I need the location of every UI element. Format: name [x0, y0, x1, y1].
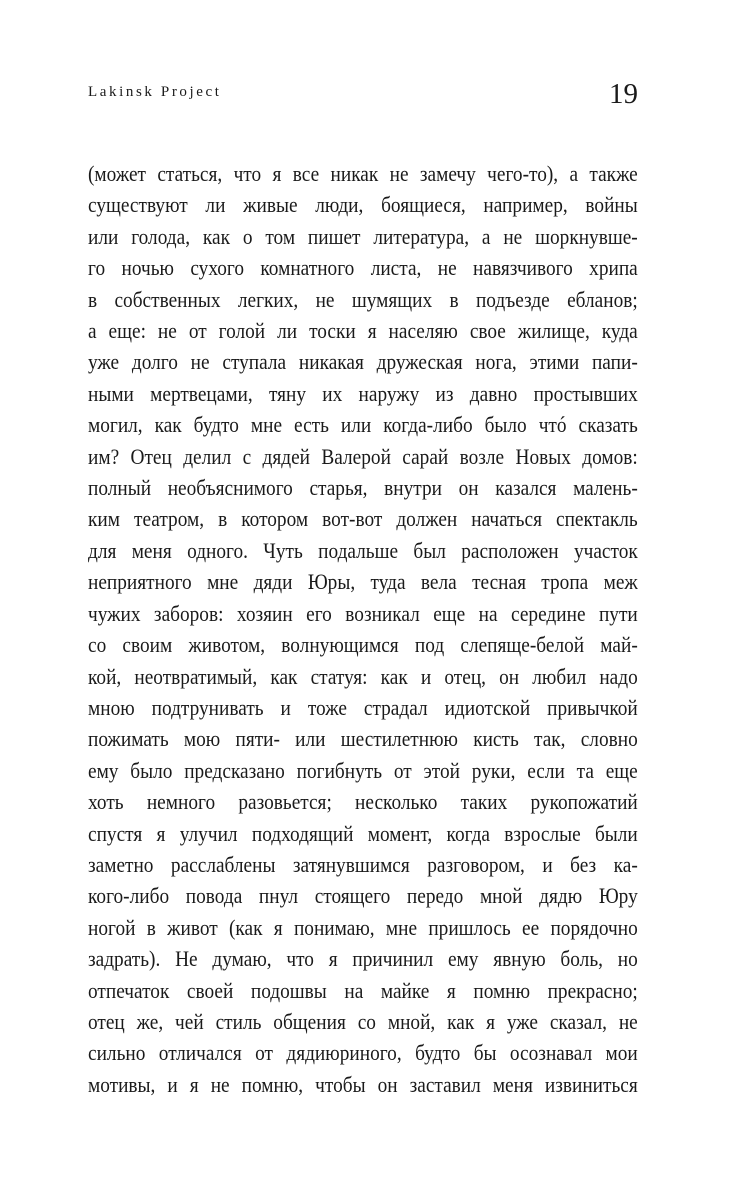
text-line-content: уже долго не ступала никакая дружеская нога, этими папи- — [88, 349, 638, 375]
text-line-content: кой, неотвратимый, как статуя: как и отец, он любил надо — [88, 663, 638, 689]
text-line-content: полный необъяснимого старья, внутри он казался малень- — [88, 475, 638, 501]
text-line-content: ким театром, в котором вот-вот должен начаться спектакль — [88, 506, 638, 532]
text-line — [88, 629, 638, 660]
text-line — [88, 472, 638, 503]
text-line — [88, 598, 638, 629]
text-line — [88, 1069, 638, 1100]
text-line-content: спустя я улучил подходящий момент, когда взрослые были — [88, 820, 638, 846]
text-line — [88, 409, 638, 440]
text-line-content: или голода, как о том пишет литература, а не шоркнувше- — [88, 223, 638, 249]
text-line — [88, 535, 638, 566]
text-line — [88, 943, 638, 974]
text-line — [88, 661, 638, 692]
text-line-content: неприятного мне дяди Юры, туда вела тесная тропа меж — [88, 569, 638, 595]
text-line-content: в собственных легких, не шумящих в подъезде ебланов; — [88, 286, 638, 312]
text-line — [88, 912, 638, 943]
text-line-content: мною подтрунивать и тоже страдал идиотской привычкой — [88, 694, 638, 720]
text-line — [88, 315, 638, 346]
text-line — [88, 786, 638, 817]
text-line — [88, 692, 638, 723]
text-line-content: чужих заборов: хозяин его возникал еще на середине пути — [88, 600, 638, 626]
text-line-content: ными мертвецами, тяну их наружу из давно простывших — [88, 380, 638, 406]
text-line-content: а еще: не от голой ли тоски я населяю свое жилище, куда — [88, 318, 638, 344]
text-line-content: заметно расслаблены затянувшимся разговором, и без ка- — [88, 851, 638, 877]
text-line — [88, 1006, 638, 1037]
text-line-content: хоть немного разовьется; несколько таких рукопожатий — [88, 789, 638, 815]
text-line — [88, 723, 638, 754]
text-line-content: существуют ли живые люди, боящиеся, например, войны — [88, 192, 638, 218]
text-line — [88, 284, 638, 315]
text-line-content: задрать). Не думаю, что я причинил ему явную боль, но — [88, 946, 638, 972]
text-line-content: кого-либо повода пнул стоящего передо мной дядю Юру — [88, 883, 638, 909]
text-line-content: мотивы, и я не помню, чтобы он заставил меня извиниться — [88, 1071, 638, 1097]
text-line — [88, 441, 638, 472]
page-number: 19 — [609, 78, 638, 110]
text-line — [88, 880, 638, 911]
text-line-content: для меня одного. Чуть подальше был расположен участок — [88, 537, 638, 563]
text-line-content: пожимать мою пяти- или шестилетнюю кисть так, словно — [88, 726, 638, 752]
text-line — [88, 755, 638, 786]
text-line-content: сильно отличался от дядиюриного, будто бы осознавал мои — [88, 1040, 638, 1066]
text-line — [88, 849, 638, 880]
text-line — [88, 818, 638, 849]
text-line — [88, 189, 638, 220]
text-line-content: со своим животом, волнующимся под слепяще-белой май- — [88, 632, 638, 658]
text-line-content: могил, как будто мне есть или когда-либо было чтó сказать — [88, 412, 638, 438]
text-line — [88, 503, 638, 534]
running-title: Lakinsk Project — [88, 84, 222, 100]
text-line-content: го ночью сухого комнатного листа, не навязчивого хрипа — [88, 255, 638, 281]
text-line — [88, 221, 638, 252]
text-line-content: отец же, чей стиль общения со мной, как я уже сказал, не — [88, 1008, 638, 1034]
text-line-content: ногой в живот (как я понимаю, мне пришлось ее порядочно — [88, 914, 638, 940]
text-line-content: отпечаток своей подошвы на майке я помню прекрасно; — [88, 977, 638, 1003]
text-line — [88, 158, 638, 189]
text-line — [88, 252, 638, 283]
text-line-content: ему было предсказано погибнуть от этой руки, если та еще — [88, 757, 638, 783]
text-line — [88, 346, 638, 377]
text-line — [88, 975, 638, 1006]
text-line — [88, 566, 638, 597]
text-line — [88, 1037, 638, 1068]
text-line — [88, 378, 638, 409]
body-text — [88, 158, 638, 1100]
text-line-content: им? Отец делил с дядей Валерой сарай возле Новых домов: — [88, 443, 638, 469]
text-line-content: (может статься, что я все никак не замечу чего-то), а также — [88, 161, 638, 186]
